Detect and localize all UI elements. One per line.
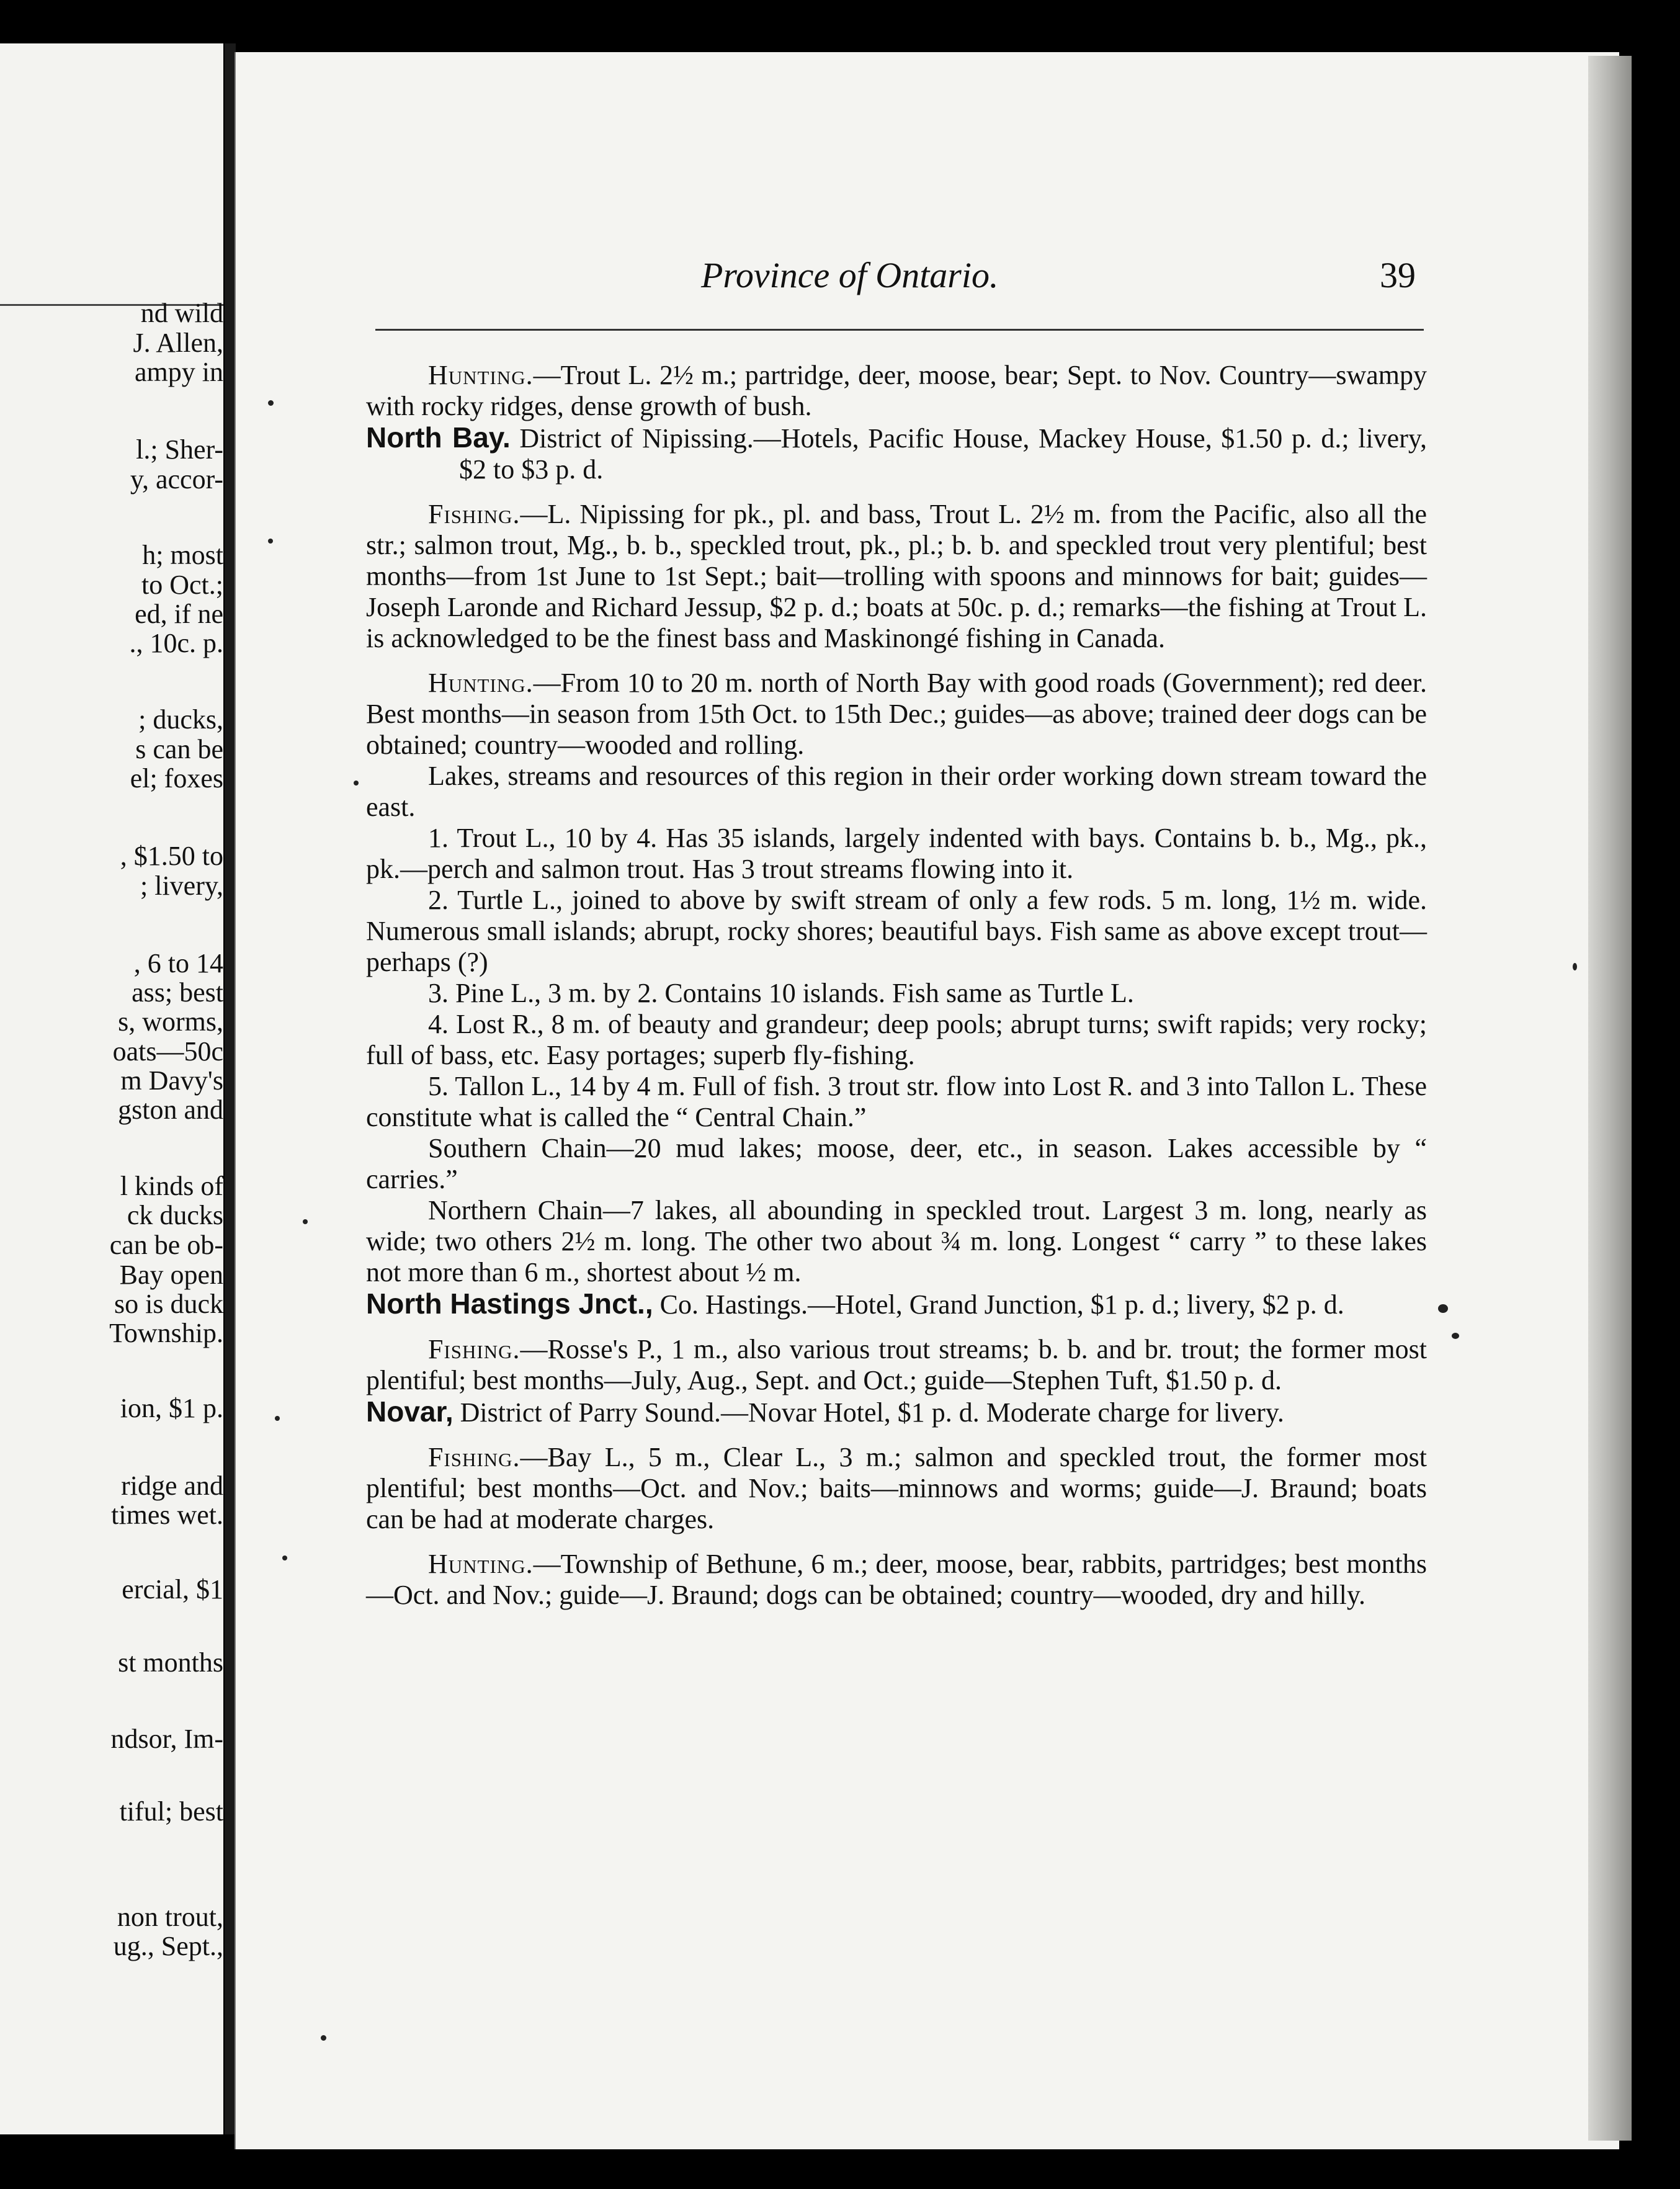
left-page-text-fragment: ion, $1 p. (120, 1393, 223, 1423)
southern-chain: Southern Chain—20 mud lakes; moose, deer, etc., in season. Lakes accessible by “ carries.” (366, 1133, 1427, 1194)
running-header: Province of Ontario. (701, 255, 999, 295)
left-facing-page (0, 43, 223, 2134)
scan-speck (1573, 963, 1577, 970)
left-page-text-fragment: gston and (118, 1094, 223, 1125)
scan-speck (1452, 1333, 1459, 1339)
left-page-text-fragment: Township. (109, 1318, 223, 1348)
left-page-text-fragment: J. Allen, (133, 328, 223, 358)
entry-heading: North Bay. (366, 421, 511, 454)
entry-heading: North Hastings Jnct., (366, 1287, 653, 1320)
novar-fishing: Fishing.—Bay L., 5 m., Clear L., 3 m.; salmon and speckled trout, the former most plentiful; best months—Oct. and Nov.; baits—minnows and worms; guide—J. Braund; boats can be had at moderate charges. (366, 1442, 1427, 1534)
scan-speck (282, 1556, 287, 1560)
left-page-text-fragment: so is duck (114, 1289, 223, 1319)
left-page-text-fragment: s can be (135, 734, 223, 764)
entry-novar: Novar, District of Parry Sound.—Novar Hotel, $1 p. d. Moderate charge for livery. (366, 1395, 1284, 1428)
lake-item: 1. Trout L., 10 by 4. Has 35 islands, largely indented with bays. Contains b. b., Mg., pk., pk.—perch and salmon trout. Has 3 trout streams flowing into it. (366, 823, 1427, 884)
north-hastings-fishing: Fishing.—Rosse's P., 1 m., also various trout streams; b. b. and br. trout; the former most plentiful; best months—July, Aug., Sept. and Oct.; guide—Stephen Tuft, $1.50 p. d. (366, 1334, 1427, 1395)
left-page-text-fragment: s, worms, (118, 1006, 223, 1037)
left-page-text-fragment: ; ducks, (138, 704, 223, 735)
scan-speck (275, 1416, 280, 1421)
left-page-text-fragment: ridge and (121, 1471, 223, 1501)
left-page-text-fragment: , 6 to 14 (133, 948, 223, 978)
lake-item: 5. Tallon L., 14 by 4 m. Full of fish. 3 trout str. flow into Lost R. and 3 into Tallon L. These constitute what is called the “ Central Chain.” (366, 1071, 1427, 1132)
entry-north-bay: North Bay. District of Nipissing.—Hotels, Pacific House, Mackey House, $1.50 p. d.; livery, $2 to $3 p. d. (366, 421, 1427, 485)
page-edge (1588, 56, 1632, 2141)
left-page-text-fragment: ., 10c. p. (129, 628, 223, 658)
left-page-text-fragment: ass; best (132, 977, 223, 1008)
left-page-text-fragment: tiful; best (119, 1796, 223, 1827)
scan-speck (321, 2035, 326, 2041)
left-page-text-fragment: l.; Sher- (136, 434, 223, 465)
lake-item: 3. Pine L., 3 m. by 2. Contains 10 islands. Fish same as Turtle L. (428, 978, 1134, 1008)
hunting-paragraph: Hunting.—Trout L. 2½ m.; partridge, deer, moose, bear; Sept. to Nov. Country—swampy with rocky ridges, dense growth of bush. (366, 360, 1427, 421)
header-rule (375, 329, 1424, 331)
page-number: 39 (1380, 255, 1416, 295)
left-page-text-fragment: st months (118, 1647, 223, 1678)
scan-speck (268, 539, 273, 544)
left-page-text-fragment: ercial, $1 (122, 1574, 223, 1605)
north-bay-fishing: Fishing.—L. Nipissing for pk., pl. and bass, Trout L. 2½ m. from the Pacific, also all the str.; salmon trout, Mg., b. b., speckled trout, pk., pl.; b. b. and speckled trout very plentiful; best months—from 1st June to 1st Sept.; bait—trolling with spoons and minnows for bait; guides—Joseph Laronde and Richard Jessup, $2 p. d.; boats at 50c. p. d.; remarks—the fishing at Trout L. is acknowledged to be the finest bass and Maskinongé fishing in Canada. (366, 499, 1427, 653)
north-bay-hunting: Hunting.—From 10 to 20 m. north of North Bay with good roads (Government); red deer. Best months—in season from 15th Oct. to 15th Dec.; guides—as above; trained deer dogs can be obtained; country—wooded and rolling. (366, 668, 1427, 760)
lake-item: 2. Turtle L., joined to above by swift stream of only a few rods. 5 m. long, 1½ m. wide. Numerous small islands; abrupt, rocky shores; beautiful bays. Fish same as above except trout—perhaps (?) (366, 885, 1427, 977)
left-page-text-fragment: ; livery, (140, 871, 223, 901)
left-page-text-fragment: , $1.50 to (120, 841, 223, 871)
scan-speck (1438, 1304, 1448, 1313)
lake-item: 4. Lost R., 8 m. of beauty and grandeur; deep pools; abrupt turns; swift rapids; very rocky; full of bass, etc. Easy portages; superb fly-fishing. (366, 1009, 1427, 1070)
scan-speck (268, 400, 274, 406)
left-page-text-fragment: ampy in (135, 357, 223, 387)
northern-chain: Northern Chain—7 lakes, all abounding in speckled trout. Largest 3 m. long, nearly as wide; two others 2½ m. long. The other two about ¾ m. long. Longest “ carry ” to these lakes not more than 6 m., shortest about ½ m. (366, 1195, 1427, 1287)
left-page-text-fragment: h; most (142, 540, 223, 570)
novar-hunting: Hunting.—Township of Bethune, 6 m.; deer, moose, bear, rabbits, partridges; best months—Oct. and Nov.; guide—J. Braund; dogs can be obtained; country—wooded, dry and hilly. (366, 1549, 1427, 1610)
left-page-text-fragment: can be ob- (109, 1230, 223, 1260)
left-page-text-fragment: to Oct.; (141, 570, 223, 600)
left-page-text-fragment: ed, if ne (135, 599, 223, 629)
left-page-text-fragment: nd wild (140, 298, 223, 328)
left-page-text-fragment: ug., Sept., (113, 1931, 223, 1961)
entry-heading: Novar, (366, 1395, 454, 1428)
left-page-text-fragment: non trout, (117, 1902, 223, 1932)
entry-north-hastings: North Hastings Jnct., Co. Hastings.—Hotel, Grand Junction, $1 p. d.; livery, $2 p. d. (366, 1287, 1344, 1320)
left-page-text-fragment: l kinds of (120, 1171, 223, 1201)
left-page-text-fragment: Bay open (119, 1260, 223, 1290)
scan-speck (303, 1219, 308, 1224)
page-body (366, 360, 1427, 1611)
lakes-intro: Lakes, streams and resources of this region in their order working down stream toward the east. (366, 761, 1427, 822)
left-page-text-fragment: m Davy's (120, 1065, 223, 1096)
left-page-text-fragment: el; foxes (130, 763, 223, 794)
left-page-text-fragment: times wet. (111, 1500, 223, 1530)
scan-speck (354, 781, 359, 786)
left-page-text-fragment: oats—50c (112, 1036, 223, 1067)
left-page-text-fragment: ck ducks (127, 1200, 223, 1230)
left-page-text-fragment: y, accor- (130, 464, 223, 495)
left-page-text-fragment: ndsor, Im- (110, 1724, 223, 1754)
